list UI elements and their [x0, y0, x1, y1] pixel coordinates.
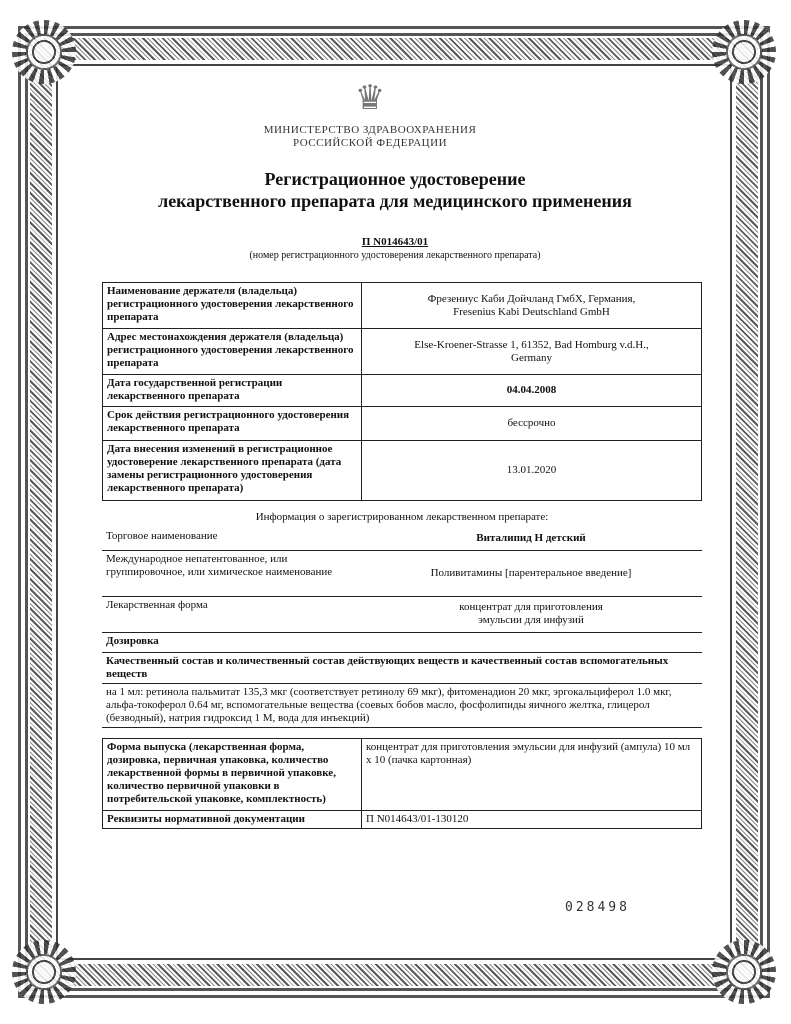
- document-title: [100, 168, 690, 212]
- table-row: [102, 632, 702, 652]
- change-date-label: Дата внесения изменений в регистрационное удостоверение лекарственного препарата (дата замены регистрационного удостоверения лекарственного препарата): [103, 441, 362, 501]
- serial-number: 028498: [565, 900, 630, 915]
- table-row: [102, 550, 702, 596]
- inn-label: Международное непатентованное, или группировочное, или химическое наименование: [102, 550, 360, 596]
- normative-docs-value: П N014643/01-130120: [362, 811, 702, 829]
- title-line-1: Регистрационное удостоверение: [264, 169, 526, 189]
- table-row: [103, 811, 702, 829]
- table-row: [102, 596, 702, 632]
- holder-label: Наименование держателя (владельца) регистрационного удостоверения лекарственного препарата: [103, 283, 362, 329]
- holder-value-ru: Фрезениус Каби Дойчланд ГмбХ, Германия,: [427, 292, 636, 305]
- holder-value-en: Fresenius Kabi Deutschland GmbH: [453, 305, 610, 318]
- release-form-label: Форма выпуска (лекарственная форма, дозировка, первичная упаковка, количество лекарственной формы в первичной упаковке, количество первичной упаковки в потребительской упаковке, комплектность): [103, 739, 362, 811]
- product-section-title: Информация о зарегистрированном лекарственном препарате:: [255, 511, 549, 523]
- ministry-line-2: РОССИЙСКОЙ ФЕДЕРАЦИИ: [292, 137, 448, 149]
- corner-rosette-icon: [712, 940, 776, 1004]
- holder-value: [362, 283, 702, 329]
- ministry-line-1: МИНИСТЕРСТВО ЗДРАВООХРАНЕНИЯ: [263, 124, 477, 136]
- change-date-value: 13.01.2020: [362, 441, 702, 501]
- dosage-form-value-line-1: концентрат для приготовления: [459, 601, 603, 613]
- dosage-form-value-line-2: эмульсии для инфузий: [478, 614, 584, 626]
- table-row: [103, 441, 702, 501]
- dosage-form-label: Лекарственная форма: [102, 596, 360, 632]
- reg-date-label: Дата государственной регистрации лекарственного препарата: [103, 375, 362, 407]
- title-line-2: лекарственного препарата для медицинского применения: [158, 191, 632, 211]
- composition-label: Качественный состав и количественный состав действующих веществ и качественный состав вспомогательных веществ: [102, 652, 702, 683]
- address-value: [362, 329, 702, 375]
- corner-rosette-icon: [712, 20, 776, 84]
- validity-value: бессрочно: [362, 407, 702, 441]
- address-value-line-1: Else-Kroener-Strasse 1, 61352, Bad Homburg v.d.H.,: [414, 338, 649, 351]
- inn-value: Поливитамины [парентеральное введение]: [360, 550, 702, 596]
- table-row: [103, 283, 702, 329]
- table-row: [102, 528, 702, 550]
- corner-rosette-icon: [12, 940, 76, 1004]
- dosage-form-value: [360, 596, 702, 632]
- table-row: [102, 652, 702, 683]
- ministry-header: [200, 124, 540, 150]
- reg-date-value: 04.04.2008: [362, 375, 702, 407]
- trade-name-label: Торговое наименование: [102, 528, 360, 550]
- address-label: Адрес местонахождения держателя (владельца) регистрационного удостоверения лекарственного препарата: [103, 329, 362, 375]
- packaging-table: [102, 738, 702, 829]
- product-table: [102, 528, 702, 728]
- validity-label: Срок действия регистрационного удостоверения лекарственного препарата: [103, 407, 362, 441]
- table-row: [103, 739, 702, 811]
- dosage-label: Дозировка: [102, 632, 360, 652]
- table-row: [102, 683, 702, 727]
- composition-value: на 1 мл: ретинола пальмитат 135,3 мкг (соответствует ретинолу 69 мкг), фитоменадион 20 мкг, эргокальциферол 1.0 мкг, альфа-токоферол 0.64 мг, вспомогательные вещества (соевых бобов масло, фосфолипиды яичного желтка, глицерол (безводный), натрия гидроксид 1 М, вода для инъекций): [102, 683, 702, 727]
- address-value-line-2: Germany: [511, 351, 552, 364]
- registration-number: П N014643/01: [361, 236, 429, 248]
- corner-rosette-icon: [12, 20, 76, 84]
- registration-table: [102, 282, 702, 501]
- dosage-value: [360, 632, 702, 652]
- normative-docs-label: Реквизиты нормативной документации: [103, 811, 362, 829]
- table-row: [103, 407, 702, 441]
- coat-of-arms-icon: ♛: [354, 78, 386, 118]
- registration-number-caption: (номер регистрационного удостоверения лекарственного препарата): [249, 250, 541, 261]
- trade-name-value: Виталипид Н детский: [360, 528, 702, 550]
- release-form-value: концентрат для приготовления эмульсии для инфузий (ампула) 10 мл х 10 (пачка картонная): [362, 739, 702, 811]
- table-row: [103, 375, 702, 407]
- table-row: [103, 329, 702, 375]
